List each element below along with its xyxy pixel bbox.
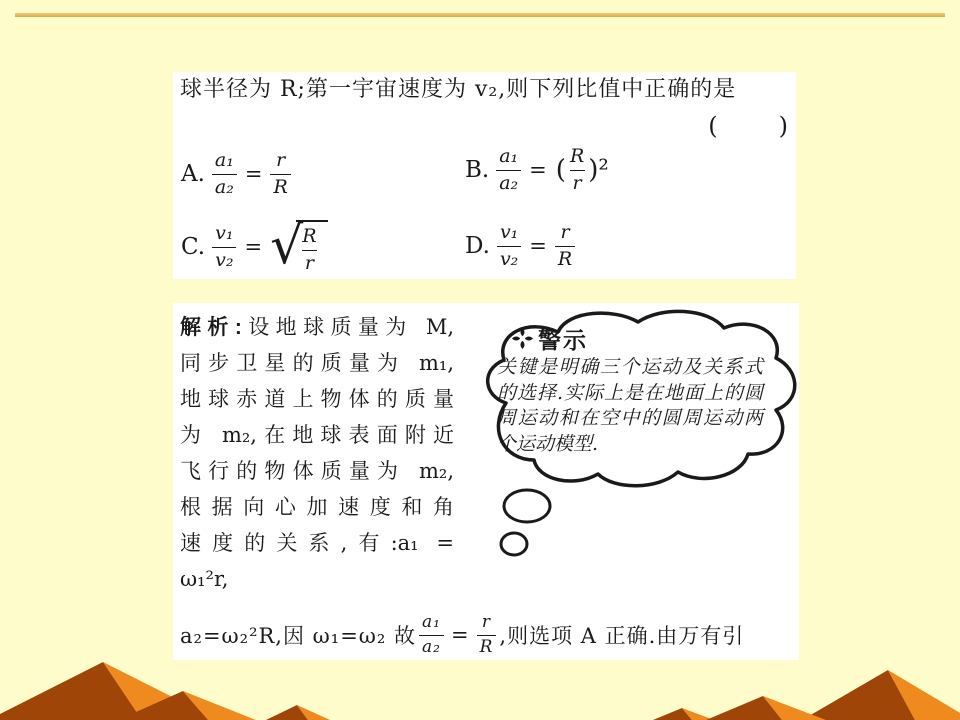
fraction-denominator: v₂ — [497, 246, 521, 271]
radical-sign: √ — [270, 216, 304, 277]
fraction-numerator: r — [560, 221, 570, 243]
option-b — [465, 146, 610, 195]
close-paren-squared: )² — [588, 155, 609, 186]
fraction-numerator: v₁ — [499, 221, 519, 243]
fraction — [477, 613, 497, 657]
equals-sign: = — [244, 235, 263, 260]
warning-text-line: 周运动和在空中的圆周运动两 — [497, 407, 763, 429]
fraction-denominator: r — [570, 170, 585, 195]
fraction-denominator: R — [270, 174, 290, 199]
fraction-numerator: a₁ — [422, 612, 441, 632]
analysis-final-line — [180, 613, 792, 657]
option-a-label: A. — [181, 161, 205, 188]
cross-icon — [511, 327, 534, 350]
equals-sign: = — [244, 162, 263, 187]
analysis-line: 为 m₂,在地球表面附近 — [180, 423, 454, 447]
open-paren: ( — [555, 155, 566, 186]
option-c-label: C. — [181, 234, 206, 261]
option-b-label: B. — [465, 157, 490, 184]
top-divider-line — [15, 13, 945, 17]
fraction-denominator: a₂ — [419, 635, 444, 658]
option-d — [465, 222, 575, 271]
fraction — [419, 613, 444, 657]
equals-sign: = — [529, 158, 547, 183]
warning-text-line: 的选择.实际上是在地面上的圆 — [497, 381, 763, 404]
fraction-numerator: r — [276, 149, 286, 171]
analysis-line: ω₁²r, — [180, 567, 229, 591]
analysis-line: 速度的关系,有:a₁ = — [180, 531, 454, 555]
final-line-post: ,则选项 A 正确.由万有引 — [499, 624, 745, 649]
square-root — [270, 216, 327, 277]
warning-title: 警示 — [538, 327, 588, 354]
fraction-numerator: r — [481, 612, 492, 632]
fraction-denominator: r — [302, 250, 317, 275]
fraction — [567, 146, 587, 195]
fraction — [496, 146, 521, 195]
analysis-line: 同步卫星的质量为 m₁, — [180, 351, 454, 375]
fraction-numerator: R — [302, 225, 317, 247]
equals-sign: = — [450, 623, 470, 648]
question-text: 球半径为 R;第一宇宙速度为 v₂,则下列比值中正确的是 — [180, 77, 737, 102]
fraction-numerator: v₁ — [215, 222, 234, 244]
fraction-denominator: a₂ — [496, 170, 521, 195]
analysis-line: 地球赤道上物体的质量 — [180, 387, 454, 411]
fraction-numerator: a₁ — [214, 149, 234, 171]
analysis-line-text: 设地球质量为 M, — [241, 315, 454, 339]
corner-pyramids-decoration — [0, 660, 960, 720]
analysis-line — [180, 309, 454, 345]
warning-text-line: 关键是明确三个运动及关系式 — [497, 356, 763, 378]
fraction — [212, 150, 237, 199]
answer-brackets: ( ) — [708, 112, 788, 140]
analysis-line: 根据向心加速度和角 — [180, 495, 454, 519]
fraction — [497, 222, 521, 271]
analysis-label: 解析: — [180, 316, 242, 339]
fraction — [270, 150, 290, 199]
warning-text — [497, 355, 763, 457]
equals-sign: = — [529, 234, 547, 259]
fraction — [555, 222, 575, 271]
fraction — [212, 223, 236, 272]
fraction-numerator: a₁ — [499, 145, 519, 167]
fraction-numerator: R — [569, 145, 585, 167]
analysis-text-column — [180, 309, 454, 597]
fraction-denominator: a₂ — [212, 174, 237, 199]
fraction-denominator: R — [555, 246, 575, 271]
fraction-denominator: R — [477, 635, 497, 658]
warning-header — [511, 322, 588, 355]
warning-text-line: 个运动模型. — [497, 432, 599, 455]
question-box — [173, 72, 796, 279]
option-d-label: D. — [465, 233, 490, 260]
analysis-line: 飞行的物体质量为 m₂, — [180, 459, 454, 483]
fraction-denominator: v₂ — [212, 247, 236, 272]
final-line-pre: a₂=ω₂²R,因 ω₁=ω₂ 故 — [180, 624, 417, 649]
option-c — [181, 216, 328, 277]
option-a — [181, 150, 291, 199]
